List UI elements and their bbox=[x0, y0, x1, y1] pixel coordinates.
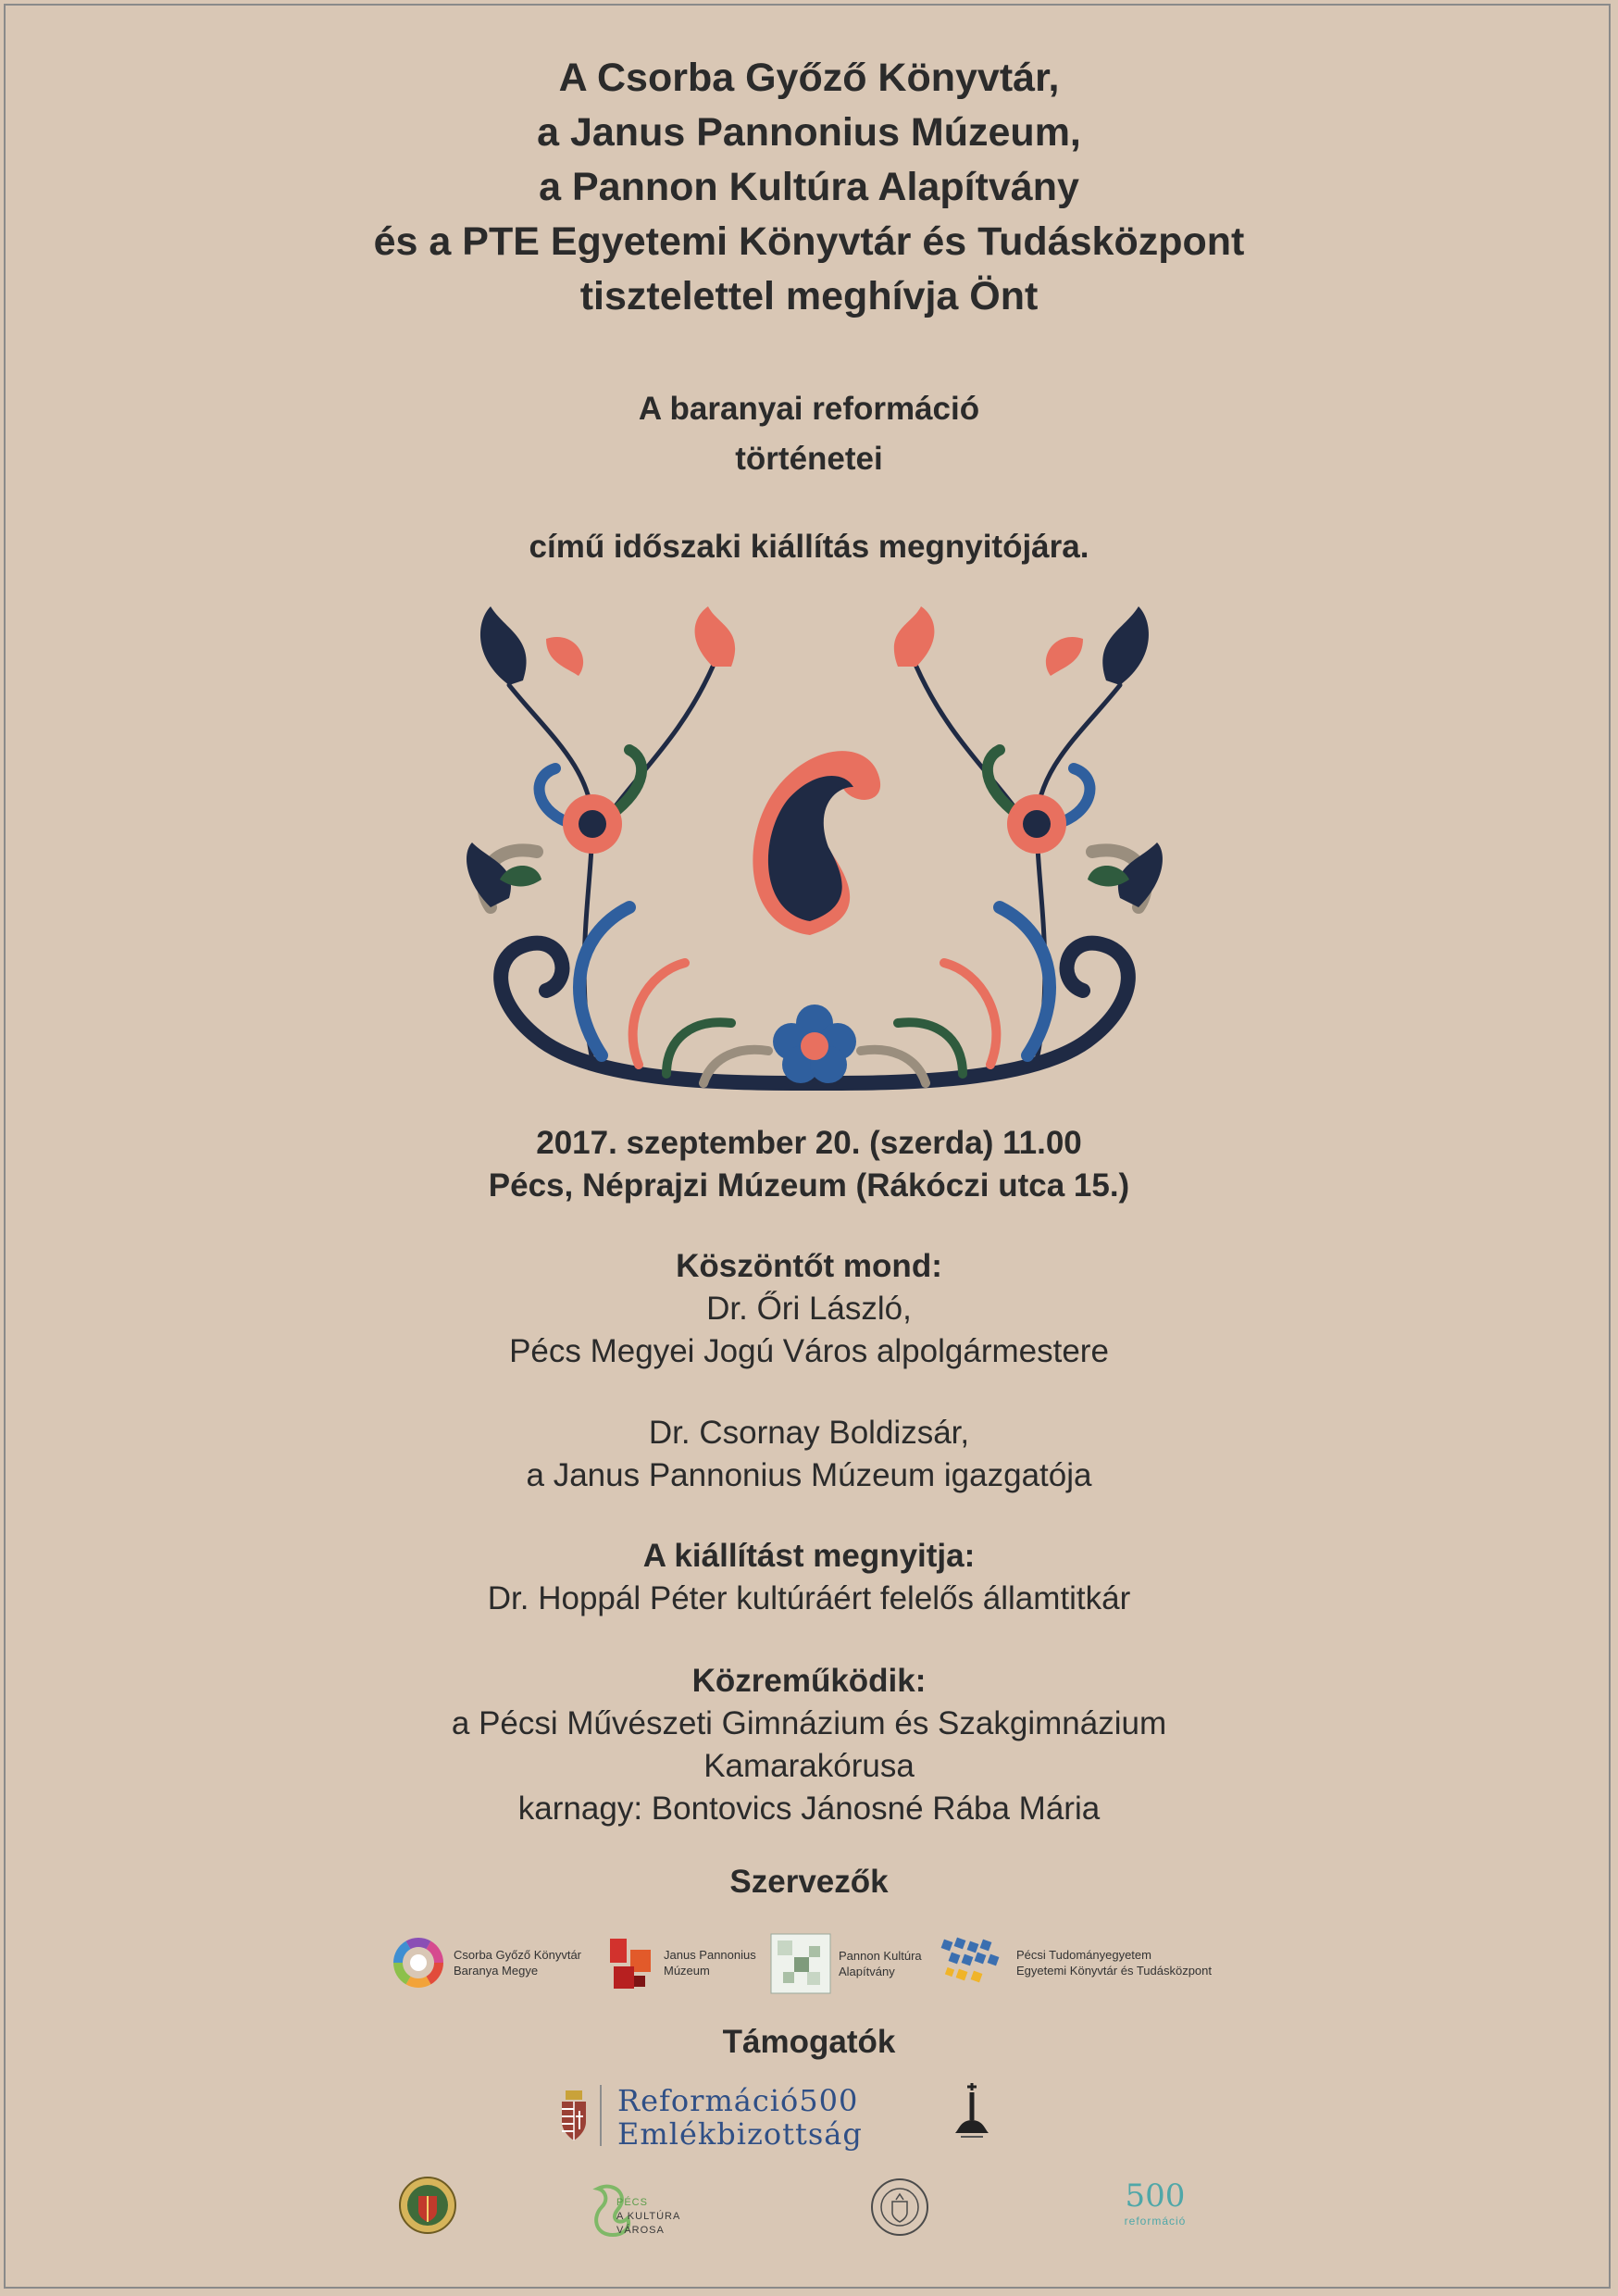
jpm-logo-line-2: Múzeum bbox=[664, 1964, 710, 1978]
reformacio-line-2: Emlékbizottság bbox=[617, 2116, 863, 2152]
supporter-icons bbox=[0, 2166, 1618, 2250]
jpm-logo-line-1: Janus Pannonius bbox=[664, 1948, 756, 1962]
jpm-logo bbox=[606, 1933, 756, 1992]
folk-floral-ornament bbox=[435, 602, 1194, 1102]
central-bottom-flower bbox=[773, 1004, 856, 1083]
header-line-3: a Pannon Kultúra Alapítvány bbox=[539, 165, 1079, 209]
right-green-curl bbox=[898, 1022, 963, 1074]
right-top-bud-navy bbox=[1102, 606, 1149, 685]
invitation-header bbox=[0, 51, 1618, 324]
left-main-stem bbox=[501, 943, 815, 1083]
rainbow-ring-icon bbox=[389, 1933, 448, 1992]
pecs-line-2: A KULTÚRA bbox=[616, 2211, 681, 2222]
exhibition-title-line-2: történetei bbox=[735, 441, 883, 477]
greeting-section-2 bbox=[0, 1412, 1618, 1497]
greeting-heading: Köszöntőt mond: bbox=[676, 1248, 942, 1284]
organizers-logos bbox=[0, 1924, 1618, 2007]
header-line-2: a Janus Pannonius Múzeum, bbox=[537, 110, 1081, 155]
contributors-line-1: a Pécsi Művészeti Gimnázium és Szakgimnázium bbox=[451, 1705, 1167, 1741]
csorba-logo-line-1: Csorba Győző Könyvtár bbox=[454, 1948, 582, 1962]
left-top-bud-navy bbox=[480, 606, 527, 685]
red-blocks-icon bbox=[606, 1933, 656, 1992]
county-crest-icon bbox=[396, 2174, 459, 2237]
reformacio-500-logo bbox=[1109, 2177, 1201, 2242]
speaker1-role: Pécs Megyei Jogú Város alpolgármestere bbox=[509, 1333, 1109, 1369]
event-location: Pécs, Néprajzi Múzeum (Rákóczi utca 15.) bbox=[488, 1167, 1130, 1204]
header-line-1: A Csorba Győző Könyvtár, bbox=[558, 56, 1060, 100]
pannon-logo-line-2: Alapítvány bbox=[839, 1965, 895, 1978]
left-red-curl bbox=[633, 963, 685, 1065]
r500-word: reformáció bbox=[1124, 2215, 1187, 2227]
lutheran-rose-icon bbox=[952, 2079, 992, 2142]
pecs-kultura-logo bbox=[589, 2179, 737, 2244]
university-seal-icon bbox=[868, 2176, 931, 2239]
pte-logo-line-1: Pécsi Tudományegyetem bbox=[1016, 1948, 1151, 1962]
pte-logo-line-2: Egyetemi Könyvtár és Tudásközpont bbox=[1016, 1964, 1213, 1978]
right-top-bud-red bbox=[894, 606, 935, 667]
left-middle-flower bbox=[563, 794, 622, 854]
reformacio-line-1: Reformáció500 bbox=[617, 2083, 859, 2118]
pannon-logo-line-1: Pannon Kultúra bbox=[839, 1949, 922, 1963]
csorba-logo bbox=[389, 1933, 581, 1992]
speaker1-name: Dr. Őri László, bbox=[706, 1291, 912, 1327]
opening-heading: A kiállítást megnyitja: bbox=[642, 1538, 976, 1574]
right-main-stem bbox=[815, 943, 1128, 1083]
event-datetime: 2017. szeptember 20. (szerda) 11.00 bbox=[536, 1125, 1082, 1161]
pte-logo bbox=[937, 1933, 1212, 1992]
pannon-logo bbox=[770, 1933, 922, 1994]
right-middle-flower bbox=[1007, 794, 1066, 854]
left-top-bud-red bbox=[695, 606, 736, 667]
r500-number: 500 bbox=[1125, 2177, 1186, 2215]
speaker2-role: a Janus Pannonius Múzeum igazgatója bbox=[526, 1457, 1092, 1493]
right-red-curl bbox=[944, 963, 996, 1065]
exhibition-title-line-1: A baranyai reformáció bbox=[638, 391, 980, 427]
header-line-5: tisztelettel meghívja Önt bbox=[579, 274, 1039, 318]
contributors-line-3: karnagy: Bontovics Jánosné Rába Mária bbox=[517, 1791, 1101, 1827]
pecs-line-1: PÉCS bbox=[616, 2197, 648, 2208]
opening-section bbox=[0, 1535, 1618, 1620]
blue-cubes-icon bbox=[937, 1933, 1011, 1992]
pecs-line-3: VÁROSA bbox=[616, 2225, 665, 2236]
reformacio-emlekbizottsag-logo bbox=[558, 2081, 1002, 2155]
csorba-logo-line-2: Baranya Megye bbox=[454, 1964, 539, 1978]
header-line-4: és a PTE Egyetemi Könyvtár és Tudásközpont bbox=[373, 219, 1245, 264]
contributors-heading: Közreműködik: bbox=[691, 1663, 927, 1699]
organizers-heading: Szervezők bbox=[729, 1864, 889, 1900]
exhibition-title bbox=[0, 384, 1618, 484]
greeting-section bbox=[0, 1245, 1618, 1373]
opening-speaker: Dr. Hoppál Péter kultúráért felelős államtitkár bbox=[487, 1580, 1131, 1616]
hungarian-coat-of-arms-icon bbox=[558, 2089, 590, 2142]
supporters-heading: Támogatók bbox=[722, 2024, 896, 2060]
left-upper-green-curl bbox=[611, 750, 641, 815]
left-green-curl bbox=[666, 1022, 731, 1074]
left-side-leaf-red bbox=[546, 637, 583, 676]
right-side-leaf-red bbox=[1046, 637, 1083, 676]
event-details bbox=[0, 1122, 1618, 1207]
right-upper-green-curl bbox=[988, 750, 1018, 815]
contributors-section bbox=[0, 1660, 1618, 1830]
speaker2-name: Dr. Csornay Boldizsár, bbox=[648, 1415, 970, 1451]
divider-line bbox=[600, 2085, 602, 2146]
green-squares-icon bbox=[770, 1933, 831, 1994]
contributors-line-2: Kamarakórusa bbox=[703, 1748, 915, 1784]
exhibition-subtitle: című időszaki kiállítás megnyitójára. bbox=[529, 529, 1089, 565]
